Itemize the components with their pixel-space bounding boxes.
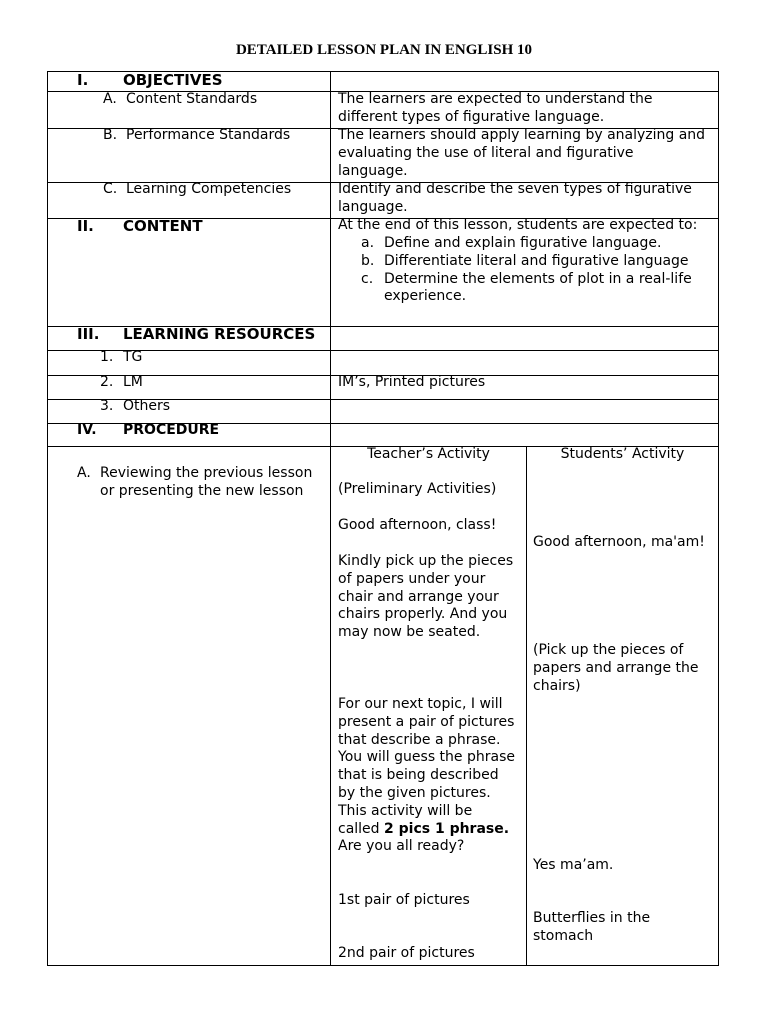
section-heading-objectives: OBJECTIVES (123, 71, 223, 89)
resource-label-others: Others (123, 398, 171, 414)
resource-marker: 1. (100, 349, 114, 365)
resource-label-lm: LM (123, 374, 143, 390)
teacher-instruction-4: chairs properly. And you (338, 606, 508, 623)
students-answer-2: stomach (533, 927, 594, 944)
students-reply: Yes ma’am. (533, 857, 614, 873)
teacher-topic-6: by the given pictures. (338, 785, 491, 801)
procedure-step-text-2: or presenting the new lesson (100, 482, 304, 499)
teacher-topic-1: For our next topic, I will (338, 696, 503, 712)
procedure-step-text-1: Reviewing the previous lesson (100, 465, 313, 481)
table-rule (47, 965, 719, 966)
list-item-text: Define and explain figurative language. (384, 235, 662, 251)
objective-list (361, 235, 692, 306)
document-title: DETAILED LESSON PLAN IN ENGLISH 10 (235, 42, 533, 58)
activity-name: 2 pics 1 phrase. (384, 820, 510, 837)
content-standards-label: Content Standards (126, 91, 258, 107)
table-border-left (47, 71, 48, 966)
teacher-topic-5: that is being described (338, 767, 499, 784)
resource-value-lm: IM’s, Printed pictures (338, 374, 486, 390)
teacher-instruction-3: chair and arrange your (338, 588, 499, 605)
students-answer-1: Butterflies in the (533, 910, 651, 926)
section-numeral: II. (77, 217, 94, 235)
teacher-topic-3: that describe a phrase. (338, 731, 501, 748)
list-marker: c. (361, 270, 374, 287)
teacher-ready-question: Are you all ready? (338, 838, 465, 855)
teacher-instruction-5: may now be seated. (338, 624, 481, 641)
procedure-step-marker: A. (77, 465, 91, 481)
teacher-instruction-2: of papers under your (338, 570, 486, 587)
section-heading-learning-resources: LEARNING RESOURCES (123, 325, 316, 343)
list-item (361, 271, 692, 307)
section-numeral: IV. (77, 422, 97, 438)
resource-label-tg: TG (123, 349, 143, 365)
students-action-1: (Pick up the pieces of (533, 642, 684, 658)
performance-standards-text-3: language. (338, 162, 408, 179)
students-action-2: papers and arrange the (533, 659, 699, 676)
list-item (361, 235, 692, 253)
performance-standards-text-1: The learners should apply learning by analyzing and (338, 127, 706, 143)
item-marker: C. (103, 181, 118, 197)
resource-marker: 2. (100, 374, 114, 390)
list-item (361, 253, 692, 271)
teacher-topic-7: This activity will be (338, 802, 473, 819)
column-divider (330, 71, 331, 966)
list-marker: b. (361, 252, 375, 269)
list-item-text: Differentiate literal and figurative language (384, 252, 689, 269)
activity-column-divider (526, 446, 527, 966)
performance-standards-text-2: evaluating the use of literal and figurative (338, 144, 634, 161)
teacher-instruction-1: Kindly pick up the pieces (338, 553, 514, 569)
learning-competencies-text-2: language. (338, 198, 408, 215)
lesson-plan-table (47, 71, 719, 966)
performance-standards-label: Performance Standards (126, 127, 291, 143)
teacher-activity-header: Teacher’s Activity (367, 446, 490, 462)
content-standards-text-2: different types of figurative language. (338, 108, 605, 125)
teacher-pair-2: 2nd pair of pictures (338, 945, 475, 961)
students-greeting: Good afternoon, ma'am! (533, 534, 705, 550)
called-prefix: called (338, 820, 385, 837)
teacher-topic-4: You will guess the phrase (338, 749, 515, 766)
list-item-text: Determine the elements of plot in a real-life (384, 270, 692, 287)
teacher-greeting: Good afternoon, class! (338, 517, 497, 533)
teacher-activity-name-line (338, 821, 509, 839)
learning-competencies-label: Learning Competencies (126, 181, 292, 197)
resource-marker: 3. (100, 398, 114, 414)
item-marker: B. (103, 127, 118, 143)
learning-competencies-text-1: Identify and describe the seven types of figurative (338, 181, 692, 197)
list-marker: a. (361, 235, 375, 251)
list-item-text: experience. (384, 288, 467, 305)
item-marker: A. (103, 91, 117, 107)
table-rule (47, 350, 719, 351)
table-border-right (718, 71, 719, 966)
students-activity-header: Students’ Activity (560, 446, 685, 462)
section-numeral: III. (77, 325, 100, 343)
content-standards-text-1: The learners are expected to understand the (338, 91, 653, 107)
section-heading-procedure: PROCEDURE (123, 422, 220, 438)
teacher-preliminary: (Preliminary Activities) (338, 481, 497, 497)
teacher-pair-1: 1st pair of pictures (338, 892, 470, 908)
content-intro: At the end of this lesson, students are expected to: (338, 217, 698, 233)
section-numeral: I. (77, 71, 89, 89)
students-action-3: chairs) (533, 677, 581, 694)
teacher-topic-2: present a pair of pictures (338, 713, 515, 730)
section-heading-content: CONTENT (123, 217, 203, 235)
